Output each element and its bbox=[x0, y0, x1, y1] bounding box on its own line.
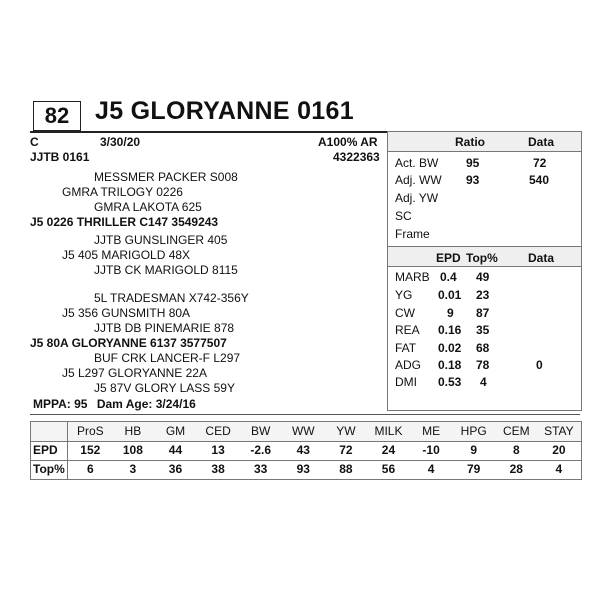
epd-col-header-stay: STAY bbox=[544, 424, 574, 438]
pedigree-sire-maternal-grandsire: JJTB GUNSLINGER 405 bbox=[94, 233, 228, 247]
cw-top: 87 bbox=[476, 306, 490, 320]
pedigree-sire-maternal-granddam: JJTB CK MARIGOLD 8115 bbox=[94, 263, 238, 277]
registration-number: 4322363 bbox=[333, 150, 380, 164]
pedigree-sire: J5 0226 THRILLER C147 3549243 bbox=[30, 215, 219, 229]
animal-name: J5 GLORYANNE 0161 bbox=[95, 97, 354, 125]
pedigree-dam-sire: J5 356 GUNSMITH 80A bbox=[62, 306, 191, 320]
adg-data: 0 bbox=[536, 358, 543, 372]
pedigree-dam-maternal-granddam: J5 87V GLORY LASS 59Y bbox=[94, 381, 235, 395]
yg-top: 23 bbox=[476, 288, 490, 302]
epd-value-hpg: 9 bbox=[470, 443, 478, 457]
frame-label: Frame bbox=[395, 227, 430, 241]
carcass-header-divider bbox=[388, 266, 581, 267]
carcass-top-header: Top% bbox=[466, 251, 498, 265]
act-bw-data: 72 bbox=[533, 156, 547, 170]
pedigree-dam-dam: J5 L297 GLORYANNE 22A bbox=[62, 366, 207, 380]
top-pct-value-stay: 4 bbox=[555, 462, 563, 476]
cw-label: CW bbox=[395, 306, 415, 320]
epd-col-header-bw: BW bbox=[251, 424, 271, 438]
adj-ww-label: Adj. WW bbox=[395, 173, 442, 187]
epd-col-header-ww: WW bbox=[291, 424, 315, 438]
epd-col-header-hb: HB bbox=[124, 424, 142, 438]
adg-top: 78 bbox=[476, 358, 490, 372]
epd-value-yw: 72 bbox=[339, 443, 353, 457]
sex: C bbox=[30, 135, 39, 149]
adg-label: ADG bbox=[395, 358, 422, 372]
rea-top: 35 bbox=[476, 323, 490, 337]
fat-label: FAT bbox=[395, 341, 417, 355]
lot-number: 82 bbox=[33, 101, 81, 131]
dmi-top: 4 bbox=[480, 375, 487, 389]
epd-col-header-ced: CED bbox=[205, 424, 231, 438]
rea-epd: 0.16 bbox=[438, 323, 462, 337]
cw-epd: 9 bbox=[447, 306, 454, 320]
epd-value-cem: 8 bbox=[512, 443, 520, 457]
adj-ww-ratio: 93 bbox=[466, 173, 480, 187]
footer-divider bbox=[30, 414, 580, 415]
epd-value-ced: 13 bbox=[211, 443, 225, 457]
epd-col-header-cem: CEM bbox=[502, 424, 530, 438]
fat-epd: 0.02 bbox=[438, 341, 462, 355]
pedigree-sire-paternal-grandsire: MESSMER PACKER S008 bbox=[94, 170, 238, 184]
epd-row-label: EPD bbox=[33, 443, 58, 457]
top-pct-value-ww: 93 bbox=[296, 462, 310, 476]
epd-value-hb: 108 bbox=[122, 443, 143, 457]
mppa bbox=[33, 397, 196, 411]
dam-age-value: 3/24/16 bbox=[155, 397, 196, 411]
top-pct-value-hb: 3 bbox=[129, 462, 137, 476]
pedigree-dam-paternal-grandsire: 5L TRADESMAN X742-356Y bbox=[94, 291, 249, 305]
yg-label: YG bbox=[395, 288, 413, 302]
top-pct-value-bw: 33 bbox=[254, 462, 268, 476]
dmi-epd: 0.53 bbox=[438, 375, 462, 389]
top-pct-value-ced: 38 bbox=[211, 462, 225, 476]
top-pct-value-hpg: 79 bbox=[467, 462, 481, 476]
epd-value-me: -10 bbox=[422, 443, 440, 457]
epd-col-header-gm: GM bbox=[165, 424, 186, 438]
data-header: Data bbox=[528, 135, 555, 149]
sc-label: SC bbox=[395, 209, 412, 223]
dam-age-label: Dam Age: bbox=[96, 397, 153, 411]
top-pct-value-cem: 28 bbox=[509, 462, 523, 476]
top-pct-value-gm: 36 bbox=[168, 462, 183, 476]
pedigree-sire-sire: GMRA TRILOGY 0226 bbox=[62, 185, 183, 199]
adj-ww-data: 540 bbox=[529, 173, 550, 187]
mppa-label: MPPA: bbox=[33, 397, 71, 411]
fat-top: 68 bbox=[476, 341, 490, 355]
marb-epd: 0.4 bbox=[440, 270, 457, 284]
marb-label: MARB bbox=[395, 270, 430, 284]
epd-col-header-milk: MILK bbox=[374, 424, 403, 438]
top-pct-value-me: 4 bbox=[427, 462, 435, 476]
epd-value-gm: 44 bbox=[168, 443, 183, 457]
breed: A100% AR bbox=[318, 135, 378, 149]
pedigree-dam-paternal-granddam: JJTB DB PINEMARIE 878 bbox=[94, 321, 235, 335]
marb-top: 49 bbox=[476, 270, 490, 284]
mppa-value: 95 bbox=[74, 397, 88, 411]
adg-epd: 0.18 bbox=[438, 358, 462, 372]
epd-value-bw: -2.6 bbox=[250, 443, 272, 457]
top-pct-value-milk: 56 bbox=[381, 462, 396, 476]
tattoo: JJTB 0161 bbox=[30, 150, 90, 164]
pedigree-dam: J5 80A GLORYANNE 6137 3577507 bbox=[30, 336, 227, 350]
epd-col-header-pros: ProS bbox=[76, 424, 104, 438]
epd-value-pros: 152 bbox=[80, 443, 101, 457]
performance-header-divider bbox=[388, 151, 581, 152]
epd-value-milk: 24 bbox=[381, 443, 396, 457]
performance-panel bbox=[387, 131, 582, 411]
pedigree-sire-dam: J5 405 MARIGOLD 48X bbox=[62, 248, 191, 262]
pedigree-sire-paternal-granddam: GMRA LAKOTA 625 bbox=[94, 200, 202, 214]
top-row-label: Top% bbox=[33, 462, 65, 476]
yg-epd: 0.01 bbox=[438, 288, 462, 302]
epd-table-label-divider bbox=[67, 422, 68, 479]
birth-date: 3/30/20 bbox=[100, 135, 141, 149]
epd-value-ww: 43 bbox=[296, 443, 310, 457]
pedigree-dam-maternal-grandsire: BUF CRK LANCER-F L297 bbox=[94, 351, 241, 365]
top-pct-value-yw: 88 bbox=[339, 462, 353, 476]
rea-label: REA bbox=[395, 323, 420, 337]
epd-table bbox=[30, 421, 582, 480]
epd-value-stay: 20 bbox=[552, 443, 566, 457]
carcass-epd-header: EPD bbox=[436, 251, 461, 265]
top-pct-value-pros: 6 bbox=[86, 462, 94, 476]
adj-yw-label: Adj. YW bbox=[395, 191, 439, 205]
epd-col-header-hpg: HPG bbox=[460, 424, 487, 438]
act-bw-label: Act. BW bbox=[395, 156, 439, 170]
ratio-header: Ratio bbox=[455, 135, 485, 149]
act-bw-ratio: 95 bbox=[466, 156, 480, 170]
dmi-label: DMI bbox=[395, 375, 417, 389]
carcass-data-header: Data bbox=[528, 251, 555, 265]
epd-col-header-me: ME bbox=[422, 424, 441, 438]
epd-col-header-yw: YW bbox=[336, 424, 356, 438]
